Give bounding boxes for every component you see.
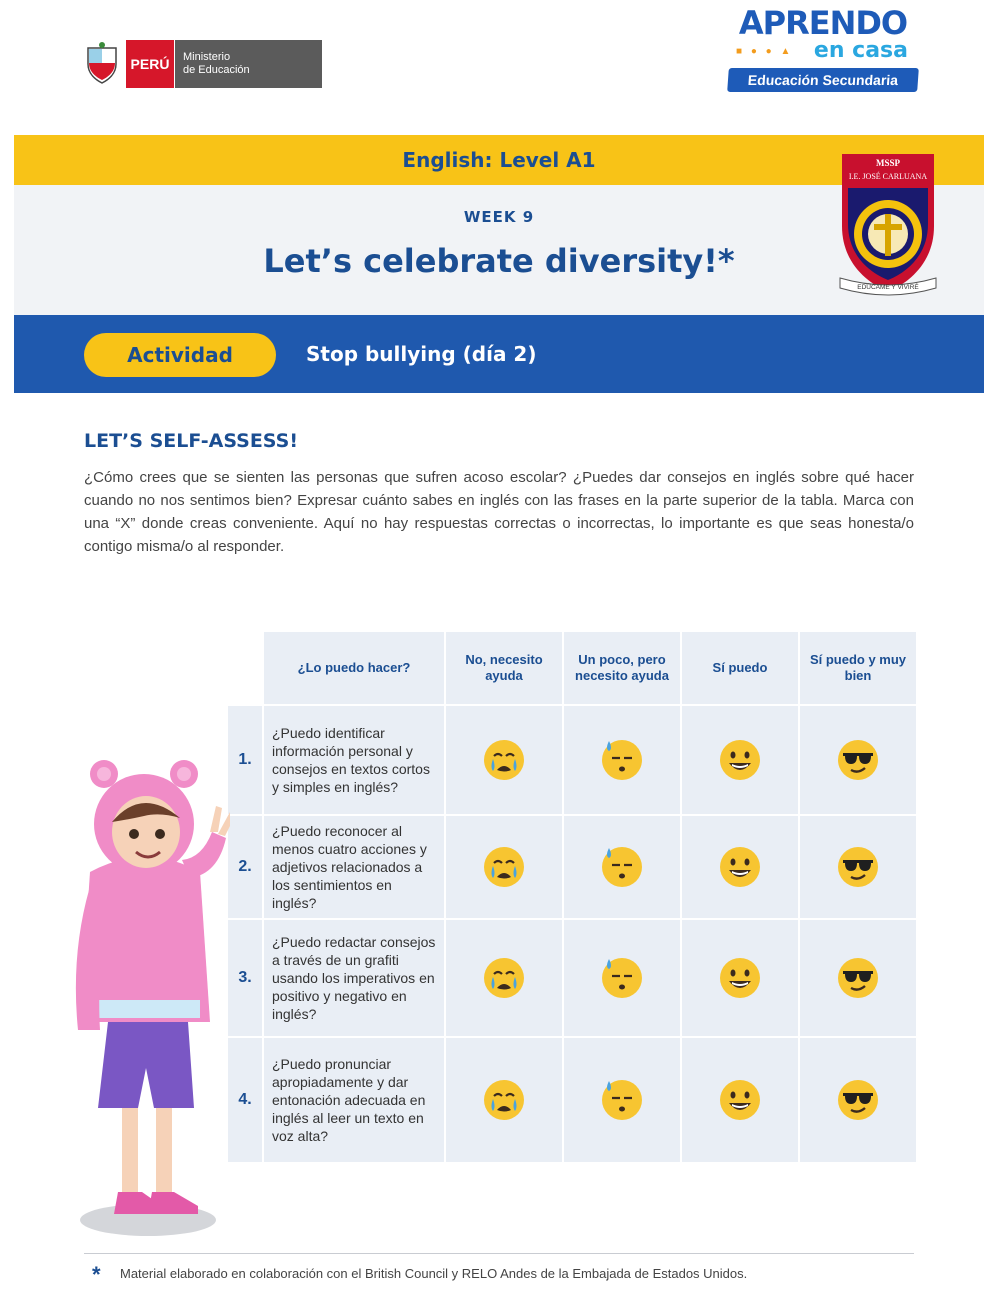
header-yes-i-can: Sí puedo: [682, 632, 798, 704]
sweat-face-icon: [601, 1079, 643, 1121]
table-row: [228, 1038, 916, 1162]
header-a-little: Un poco, pero necesito ayuda: [564, 632, 680, 704]
answer-cell-need-help[interactable]: [446, 920, 562, 1036]
brand-title: APRENDO: [738, 4, 908, 42]
sweat-face-icon: [601, 739, 643, 781]
activity-pill: Actividad: [84, 333, 276, 377]
crying-face-icon: [483, 1079, 525, 1121]
sweat-face-icon: [601, 957, 643, 999]
row-number: 2.: [228, 816, 262, 918]
row-question: ¿Puedo pronunciar apropiadamente y dar entonación adecuada en inglés al leer un texto en voz alta?: [264, 1038, 444, 1162]
header-can-i: ¿Lo puedo hacer?: [264, 632, 444, 704]
answer-cell-a-little[interactable]: [564, 706, 680, 814]
brand-subtitle: en casa: [813, 38, 908, 63]
header-blank: [228, 632, 262, 704]
table-header-row: [228, 632, 916, 704]
school-crest-icon: [836, 150, 940, 300]
page-title: Let’s celebrate diversity!*: [263, 242, 735, 280]
answer-cell-need-help[interactable]: [446, 706, 562, 814]
answer-cell-very-well[interactable]: [800, 1038, 916, 1162]
sunglasses-face-icon: [837, 739, 879, 781]
sunglasses-face-icon: [837, 846, 879, 888]
brand-dots-icon: ■ ● ● ▲: [736, 46, 794, 57]
crying-face-icon: [483, 957, 525, 999]
answer-cell-yes[interactable]: [682, 1038, 798, 1162]
section-title: LET’S SELF-ASSESS!: [84, 430, 298, 452]
answer-cell-yes[interactable]: [682, 920, 798, 1036]
smiling-face-icon: [719, 1079, 761, 1121]
answer-cell-a-little[interactable]: [564, 816, 680, 918]
answer-cell-yes[interactable]: [682, 706, 798, 814]
ministry-logo: [84, 40, 322, 88]
header-need-help: No, necesito ayuda: [446, 632, 562, 704]
coat-of-arms-icon: [84, 42, 120, 86]
row-question: ¿Puedo identificar información personal y consejos en textos cortos y simples en inglés?: [264, 706, 444, 814]
aprendo-en-casa-logo: [728, 6, 918, 98]
smiling-face-icon: [719, 739, 761, 781]
smiling-face-icon: [719, 846, 761, 888]
header-yes-very-well: Sí puedo y muy bien: [800, 632, 916, 704]
footer-note: Material elaborado en colaboración con el British Council y RELO Andes de la Embajada de Estados Unidos.: [120, 1266, 748, 1281]
answer-cell-very-well[interactable]: [800, 920, 916, 1036]
row-question: ¿Puedo reconocer al menos cuatro acciones y adjetivos relacionados a los sentimientos en inglés?: [264, 816, 444, 918]
row-number: 1.: [228, 706, 262, 814]
peru-label: PERÚ: [126, 40, 174, 88]
activity-title: Stop bullying (día 2): [306, 342, 537, 366]
answer-cell-need-help[interactable]: [446, 816, 562, 918]
footer-divider: [84, 1253, 914, 1254]
row-number: 4.: [228, 1038, 262, 1162]
table-row: [228, 920, 916, 1036]
answer-cell-a-little[interactable]: [564, 1038, 680, 1162]
answer-cell-very-well[interactable]: [800, 706, 916, 814]
table-row: [228, 706, 916, 814]
crest-name-text: I.E. JOSÉ CARLUANA: [848, 172, 928, 181]
brand-band: Educación Secundaria: [727, 68, 919, 92]
self-assessment-table: [226, 630, 918, 1164]
intro-paragraph: ¿Cómo crees que se sienten las personas que sufren acoso escolar? ¿Puedes dar consejos en inglés sobre qué hacer cuando no nos sentimos bien? Expresar cuánto sabes en inglés con las frases en la parte superior de la tabla. Marca con una “X” donde creas conveniente. Aquí no hay respuestas correctas o incorrectas, lo importante es que seas honesta/o contigo misma/o al responder.: [84, 469, 914, 555]
crying-face-icon: [483, 846, 525, 888]
ministry-line-1: Ministerio: [183, 51, 231, 63]
answer-cell-yes[interactable]: [682, 816, 798, 918]
girl-illustration: [60, 752, 230, 1242]
sunglasses-face-icon: [837, 1079, 879, 1121]
table-row: [228, 816, 916, 918]
ministry-name: [174, 40, 322, 88]
sweat-face-icon: [601, 846, 643, 888]
crying-face-icon: [483, 739, 525, 781]
answer-cell-a-little[interactable]: [564, 920, 680, 1036]
answer-cell-need-help[interactable]: [446, 1038, 562, 1162]
answer-cell-very-well[interactable]: [800, 816, 916, 918]
ministry-line-2: de Educación: [183, 64, 250, 76]
smiling-face-icon: [719, 957, 761, 999]
row-question: ¿Puedo redactar consejos a través de un grafiti usando los imperativos en positivo y negativo en inglés?: [264, 920, 444, 1036]
sunglasses-face-icon: [837, 957, 879, 999]
row-number: 3.: [228, 920, 262, 1036]
course-band: English: Level A1: [14, 135, 984, 185]
crest-motto-text: EDÚCAME Y VIVIRÉ: [857, 284, 919, 291]
week-label: WEEK 9: [463, 208, 535, 226]
asterisk-icon: *: [92, 1262, 101, 1287]
crest-top-text: MSSP: [875, 158, 901, 168]
